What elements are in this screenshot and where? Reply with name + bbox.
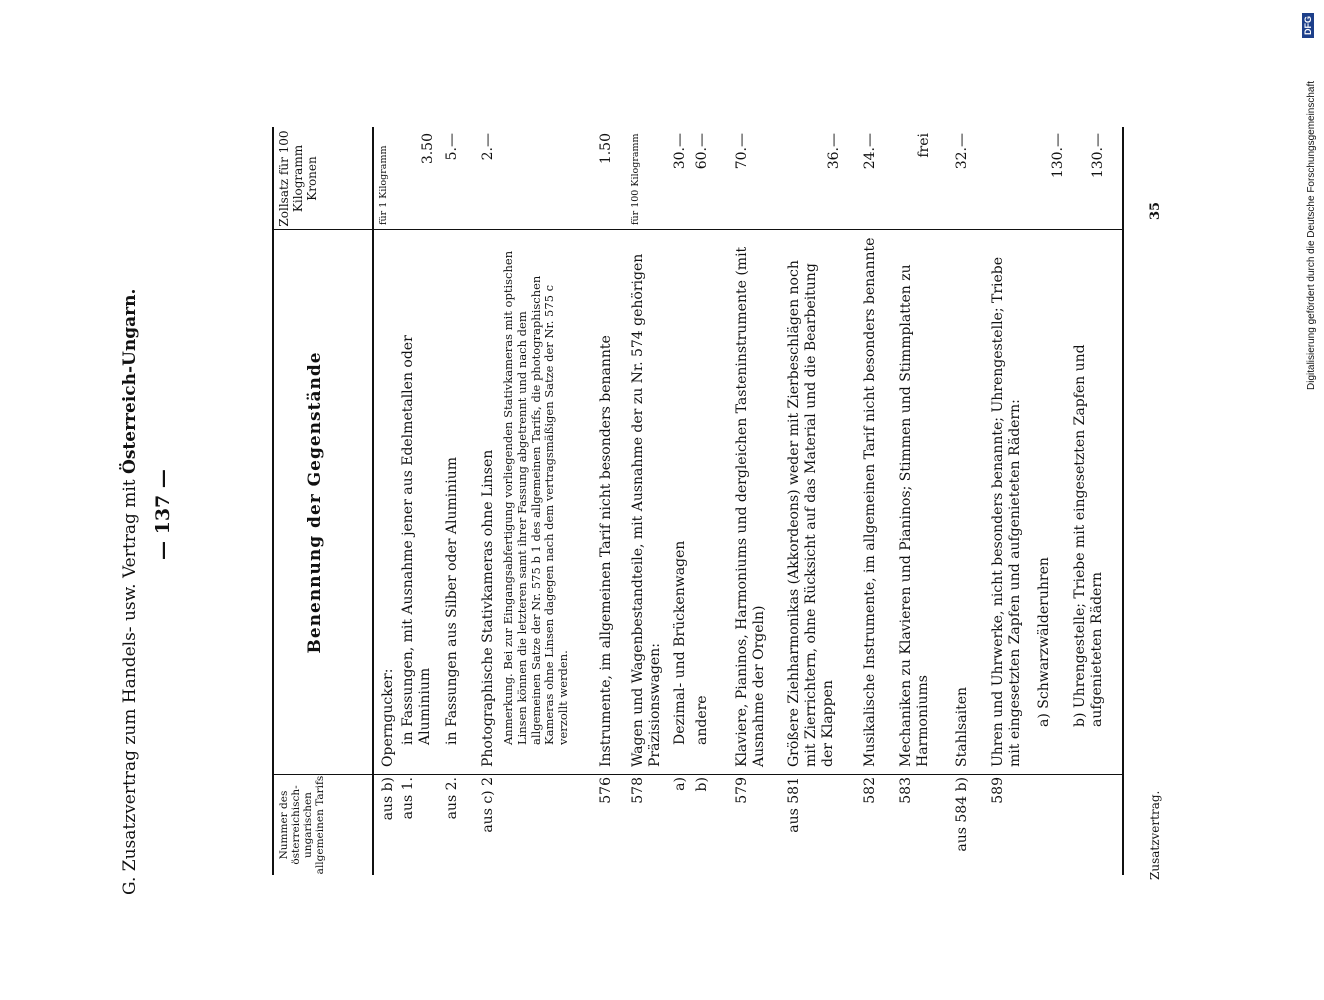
row-value: 5.— xyxy=(444,133,460,161)
row-text: Operngucker: xyxy=(380,668,396,767)
row-value: 60.— xyxy=(694,133,710,170)
row-value: 24.— xyxy=(862,133,878,170)
digitization-note: Digitalisierung gefördert durch die Deutsche Forschungsgemeinschaft xyxy=(1306,80,1317,390)
row-value: 36.— xyxy=(826,133,842,170)
row-text: Instrumente, im allgemeinen Tarif nicht besonders benannte xyxy=(598,335,614,767)
row-number: b) xyxy=(694,777,710,792)
row-text: Photographische Stativkameras ohne Linsen xyxy=(480,449,496,767)
row-value: 1.50 xyxy=(598,133,614,165)
row-text: Dezimal- und Brückenwagen xyxy=(672,540,688,745)
table-bottom-rule xyxy=(1122,127,1124,875)
footer-label: Zusatzvertrag. xyxy=(1148,790,1162,880)
row-number: aus b) xyxy=(380,777,396,821)
row-text: in Fassungen, mit Ausnahme jener aus Edelmetallen oder Aluminium xyxy=(400,335,433,745)
column-header-duty: Zollsatz für 100 Kilogramm Kronen xyxy=(277,130,319,227)
row-text: Musikalische Instrumente, im allgemeinen Tarif nicht besonders benannte xyxy=(862,237,878,767)
column-header-number: Nummer des österreichisch-ungarischen allgemeinen Tarifs xyxy=(278,775,327,875)
row-number: 579 xyxy=(734,777,750,804)
row-number: 583 xyxy=(898,777,914,804)
row-number: 589 xyxy=(990,777,1006,804)
column-divider-1 xyxy=(272,774,1124,775)
row-number: aus 584 b) xyxy=(954,777,970,852)
row-text: Mechaniken zu Klavieren und Pianinos; Stimmen und Stimmplatten zu Harmoniums xyxy=(898,264,931,767)
row-text: Stahlsaiten xyxy=(954,687,970,767)
row-value: 3.50 xyxy=(420,133,436,165)
row-value: 130.— xyxy=(1090,133,1106,179)
tariff-table xyxy=(272,127,1124,875)
row-text: Klaviere, Pianinos, Harmoniums und dergleichen Tasteninstrumente (mit Ausnahme der Orgeln) xyxy=(734,246,767,767)
row-number: aus 2. xyxy=(444,777,460,820)
row-text: Größere Ziehharmonikas (Akkordeons) weder mit Zierbeschlägen noch mit Zierrichtern, ohne Rücksicht auf das Material und die Bearbeitung der Klappen xyxy=(786,260,836,767)
row-number: aus c) 2 xyxy=(480,777,496,833)
row-text: Wagen und Wagenbestandteile, mit Ausnahme der zu Nr. 574 gehörigen Präzisionswagen: xyxy=(630,253,663,767)
row-text: andere xyxy=(694,695,710,745)
row-text: b) Uhrengestelle; Triebe mit eingesetzten Zapfen und aufgenieteten Rädern xyxy=(1072,344,1105,727)
header-title-prefix: G. Zusatzvertrag zum Handels- usw. Vertrag mit xyxy=(120,473,140,895)
dfg-logo: DFG xyxy=(1302,13,1314,38)
row-number: 578 xyxy=(630,777,646,804)
sheet-number: 35 xyxy=(1148,201,1163,220)
row-text: Uhren und Uhrwerke, nicht besonders benannte; Uhrengestelle; Triebe mit eingesetzten Zapfen und aufgenieteten Rädern: xyxy=(990,256,1023,767)
row-value: 130.— xyxy=(1050,133,1066,179)
running-header xyxy=(120,289,140,895)
row-value: 30.— xyxy=(672,133,688,170)
row-value: 2.— xyxy=(480,133,496,161)
header-bottom-rule xyxy=(372,127,374,875)
row-number: 576 xyxy=(598,777,614,804)
row-note-text: Anmerkung. Bei zur Eingangsabfertigung vorliegenden Stativkameras mit optischen Linsen können die letzteren samt ihrer Fassung abgetrennt und nach dem allgemeinen Satze der Nr. 575 b 1 des allgemeinen Tarifs, die photographischen Kameras ohne Linsen dagegen nach dem vertragsmäßigen Satze der Nr. 575 c verzollt werden. xyxy=(501,250,571,745)
row-number: aus 581 xyxy=(786,777,802,833)
row-number: aus 1. xyxy=(400,777,416,820)
row-text: in Fassungen aus Silber oder Aluminium xyxy=(444,456,460,745)
row-text: a) Schwarzwälderuhren xyxy=(1036,557,1052,727)
row-value: 70.— xyxy=(734,133,750,170)
row-number: a) xyxy=(672,777,688,791)
page-number: — 137 — xyxy=(152,469,174,560)
unit-per-1kg: für 1 Kilogramm xyxy=(378,145,389,225)
row-value: 32.— xyxy=(954,133,970,170)
row-number: 582 xyxy=(862,777,878,804)
table-top-rule xyxy=(272,127,274,875)
row-value: frei xyxy=(916,133,932,158)
header-country: Österreich-Ungarn. xyxy=(120,288,140,474)
column-header-name: Benennung der Gegenstände xyxy=(305,351,325,654)
unit-per-100kg: für 100 Kilogramm xyxy=(630,133,641,225)
